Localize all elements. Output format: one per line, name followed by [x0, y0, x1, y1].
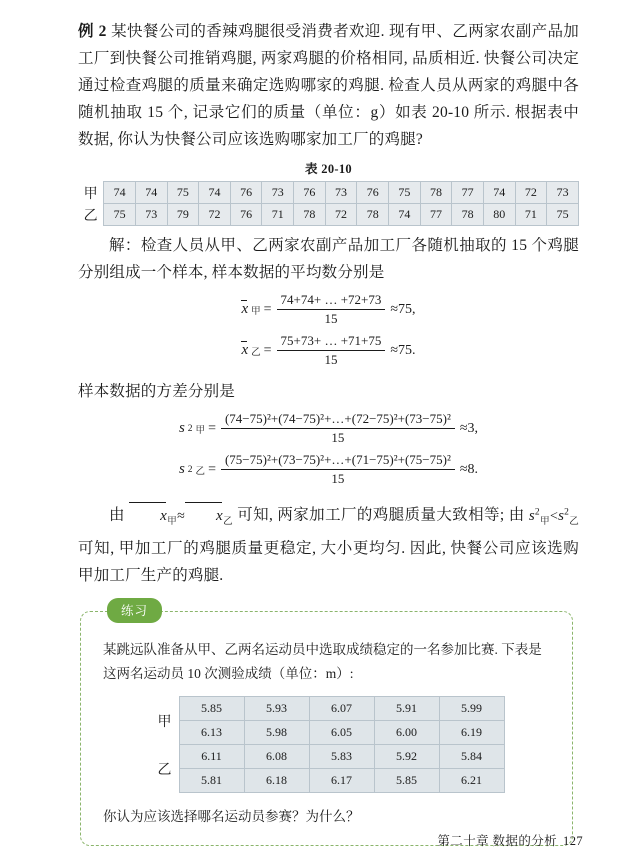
- variance-sup-jia: 2: [187, 423, 193, 434]
- cell: 78: [294, 204, 326, 226]
- exercise-table-wrap: [103, 696, 552, 793]
- denominator: 15: [331, 471, 345, 486]
- cell: 6.17: [309, 769, 374, 793]
- footer-chapter: 第二十章 数据的分析: [437, 834, 558, 848]
- cell: 80: [483, 204, 515, 226]
- comparison-variances: [528, 507, 579, 527]
- cell: 75: [389, 182, 421, 204]
- row-head-yi: 乙: [78, 204, 104, 226]
- page-footer: [437, 831, 583, 849]
- numerator: (75−75)²+(73−75)²+…+(71−75)²+(75−75)²: [221, 452, 455, 470]
- fraction-mean-jia: [277, 292, 386, 327]
- cell: 71: [515, 204, 547, 226]
- example-block: [78, 18, 579, 153]
- table-row: [151, 721, 505, 745]
- formula-variance-jia: s 2 甲 = $\frac{\text{(74−75)²+(74−75)²+…+(72−75)²+(73−75)²}}{15}$ ≈3,: [178, 411, 479, 445]
- cmp2-left-sup: 2: [534, 507, 540, 517]
- cell: 5.98: [244, 721, 309, 745]
- cell: 74: [483, 182, 515, 204]
- cell: 78: [420, 182, 452, 204]
- cell: 77: [452, 182, 484, 204]
- cell: 6.21: [439, 769, 504, 793]
- cell: 74: [199, 182, 231, 204]
- cell: 75: [547, 204, 579, 226]
- cell: 79: [167, 204, 199, 226]
- cell: 74: [389, 204, 421, 226]
- cell: 6.07: [309, 697, 374, 721]
- cell: 75: [167, 182, 199, 204]
- fraction-mean-yi: [277, 333, 386, 368]
- table-caption: 表 20-10: [305, 162, 352, 176]
- table-row: [151, 745, 505, 769]
- cell: 76: [230, 204, 262, 226]
- row-head-jia: 甲: [151, 697, 180, 745]
- mean-symbol-jia: x: [241, 301, 249, 317]
- example-label: 例 2: [78, 23, 107, 40]
- cmp-relation: ≈: [177, 508, 186, 524]
- cell: 6.11: [179, 745, 244, 769]
- mean-symbol-yi: x: [241, 342, 249, 358]
- mean-subscript-yi: 乙: [251, 347, 261, 358]
- variance-intro: 样本数据的方差分别是: [78, 383, 236, 400]
- formula-mean-yi: x 乙 = $\frac{75+73+ \dots +71+75}{15}$ ≈75.: [241, 333, 416, 367]
- variance-subscript-jia: 甲: [195, 425, 206, 436]
- page-number: 127: [563, 834, 583, 848]
- exercise-closing: 你认为应该选择哪名运动员参赛？为什么？: [103, 809, 360, 825]
- denominator: 15: [324, 352, 338, 367]
- variance-symbol-yi: s: [178, 461, 185, 477]
- cmp-left-symbol: x: [129, 503, 167, 530]
- fraction-variance-yi: [221, 452, 455, 487]
- cell: 74: [135, 182, 167, 204]
- fraction-variance-jia: [221, 411, 455, 446]
- cell: 75: [104, 204, 136, 226]
- conclusion-mid1: 可知, 两家加工厂的鸡腿质量大致相等; 由: [232, 506, 529, 524]
- approx-value: ≈8.: [459, 461, 479, 477]
- exercise-table: [151, 696, 505, 793]
- cmp2-right-sub: 乙: [569, 516, 579, 527]
- cell: 73: [135, 204, 167, 226]
- table-row: [151, 697, 505, 721]
- cell: 6.19: [439, 721, 504, 745]
- table-row: [78, 204, 579, 226]
- cell: 6.13: [179, 721, 244, 745]
- solution-intro: 解：检查人员从甲、乙两家农副产品加工厂各随机抽取的 15 个鸡腿分别组成一个样本, 样本数据的平均数分别是: [78, 237, 579, 281]
- example-paragraph: 某快餐公司的香辣鸡腿很受消费者欢迎. 现有甲、乙两家农副产品加工厂到快餐公司推销鸡腿, 两家鸡腿的价格相同, 品质相近. 快餐公司决定通过检查鸡腿的质量来确定选购哪家的鸡腿. 检查人员从两家的鸡腿中各随机抽取 15 个, 记录它们的质量（单位：g）如表 20-10 所示. 根据表中数据, 你认为快餐公司应该选购哪家加工厂的鸡腿?: [78, 23, 579, 148]
- cmp2-right-symbol: s: [558, 507, 565, 524]
- variance-symbol-jia: s: [178, 420, 185, 436]
- cell: 76: [230, 182, 262, 204]
- numerator: 74+74+ … +72+73: [277, 292, 386, 310]
- cell: 77: [420, 204, 452, 226]
- table-row: [151, 769, 505, 793]
- row-head-yi: 乙: [151, 745, 180, 793]
- denominator: 15: [324, 311, 338, 326]
- cmp-right-sub: 乙: [222, 516, 233, 527]
- conclusion-pre: 由: [109, 506, 130, 524]
- cell: 6.00: [374, 721, 439, 745]
- cell: 5.91: [374, 697, 439, 721]
- table-2010: [78, 181, 579, 226]
- formula-mean-jia: x 甲 = $\frac{74+74+ \dots +72+73}{15}$ ≈75,: [241, 292, 416, 326]
- cell: 5.85: [179, 697, 244, 721]
- table-row: [78, 182, 579, 204]
- cmp2-left-sub: 甲: [539, 516, 550, 527]
- cell: 5.92: [374, 745, 439, 769]
- cell: 5.93: [244, 697, 309, 721]
- cmp-left-sub: 甲: [167, 516, 178, 527]
- cell: 5.85: [374, 769, 439, 793]
- exercise-box: [80, 604, 573, 846]
- cell: 72: [325, 204, 357, 226]
- cmp2-relation: <: [549, 508, 559, 524]
- cmp2-right-sup: 2: [564, 507, 570, 517]
- cell: 6.08: [244, 745, 309, 769]
- row-head-jia: 甲: [78, 182, 104, 204]
- cell: 6.18: [244, 769, 309, 793]
- cell: 5.83: [309, 745, 374, 769]
- cell: 72: [515, 182, 547, 204]
- cell: 74: [104, 182, 136, 204]
- conclusion-paragraph: [78, 499, 579, 589]
- cell: 73: [325, 182, 357, 204]
- cell: 78: [357, 204, 389, 226]
- cell: 71: [262, 204, 294, 226]
- cell: 76: [294, 182, 326, 204]
- conclusion-mid2: 可知, 甲加工厂的鸡腿质量更稳定, 大小更均匀. 因此, 快餐公司应该选购甲加工厂生产的鸡腿.: [78, 540, 579, 585]
- approx-value: ≈75,: [390, 301, 416, 317]
- denominator: 15: [331, 430, 345, 445]
- mean-subscript-jia: 甲: [251, 306, 261, 317]
- numerator: 75+73+ … +71+75: [277, 333, 386, 351]
- cell: 5.99: [439, 697, 504, 721]
- table-2010-wrap: [78, 181, 579, 226]
- numerator: (74−75)²+(74−75)²+…+(72−75)²+(73−75)²: [221, 411, 455, 429]
- cell: 73: [547, 182, 579, 204]
- cmp-right-symbol: x: [185, 503, 223, 530]
- variance-subscript-yi: 乙: [195, 466, 206, 477]
- variance-sup-yi: 2: [187, 464, 193, 475]
- approx-value: ≈3,: [459, 420, 479, 436]
- cell: 72: [199, 204, 231, 226]
- approx-value: ≈75.: [390, 342, 416, 358]
- exercise-tag: 练习: [107, 598, 162, 623]
- cell: 78: [452, 204, 484, 226]
- cell: 76: [357, 182, 389, 204]
- cell: 5.84: [439, 745, 504, 769]
- cell: 73: [262, 182, 294, 204]
- cmp2-left-symbol: s: [528, 507, 535, 524]
- comparison-means: [129, 507, 233, 527]
- cell: 6.05: [309, 721, 374, 745]
- formula-variance-yi: s 2 乙 = $\frac{\text{(75−75)²+(73−75)²+…+(71−75)²+(75−75)²}}{15}$ ≈8.: [178, 452, 479, 486]
- exercise-question: 某跳远队准备从甲、乙两名运动员中选取成绩稳定的一名参加比赛. 下表是这两名运动员 10 次测验成绩（单位：m）:: [103, 642, 542, 682]
- cell: 5.81: [179, 769, 244, 793]
